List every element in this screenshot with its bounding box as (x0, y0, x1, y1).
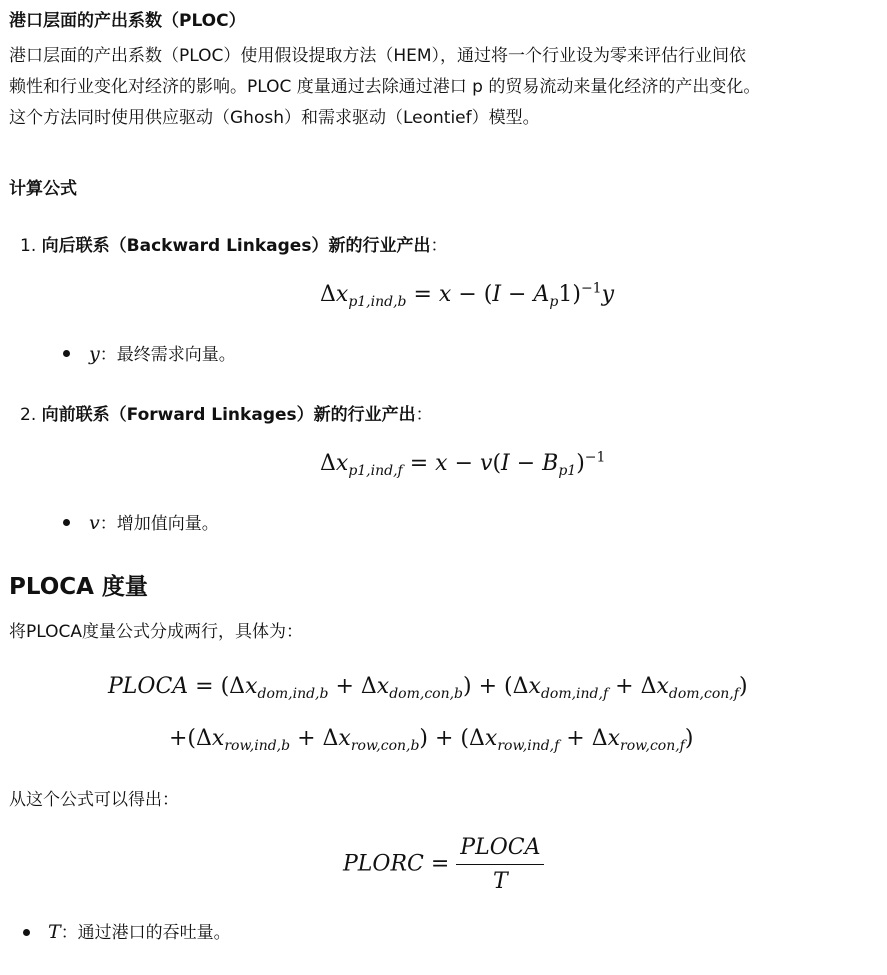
list-colon: ： (415, 405, 433, 425)
equation-ploca-line2: $+(\Delta x_{row,ind,b} + \Delta x_{row,con,b}) + (\Delta x_{row,ind,f} + \Delta x_{row,con,f})$ (169, 726, 694, 754)
formula-heading: 计算公式 (9, 179, 77, 199)
bullet-dot (63, 519, 70, 526)
variable-v: v (89, 512, 100, 534)
list-item-label: 向后联系（Backward Linkages）新的行业产出 (41, 236, 431, 256)
variable-y: y (89, 343, 100, 365)
list-colon: ： (430, 236, 448, 256)
intro-paragraph (9, 41, 887, 134)
bullet-text: ：增加值向量。 (99, 514, 219, 534)
ploca-intro: 将PLOCA度量公式分成两行，具体为： (9, 622, 303, 642)
bullet-value-added (89, 509, 219, 534)
bullet-dot (63, 350, 70, 357)
derive-text: 从这个公式可以得出： (9, 790, 179, 810)
ploca-heading: PLOCA 度量 (9, 574, 148, 600)
page-title: 港口层面的产出系数（PLOC） (9, 11, 246, 31)
bullet-dot (23, 929, 30, 936)
list-item-label: 向前联系（Forward Linkages）新的行业产出 (41, 405, 416, 425)
list-item-forward (20, 400, 433, 425)
list-item-backward (20, 231, 447, 256)
list-number: 2. (20, 405, 37, 425)
bullet-throughput (48, 918, 231, 943)
fraction: $\frac{\text{PLOCA}}{T}$ (456, 835, 544, 894)
bullet-final-demand (89, 340, 236, 365)
list-number: 1. (20, 236, 37, 256)
variable-t: T (48, 921, 61, 943)
bullet-text: ：通过港口的吞吐量。 (60, 923, 231, 943)
intro-line-2: 赖性和行业变化对经济的影响。PLOC 度量通过去除通过港口 p 的贸易流动来量化经济的产出变化。 (9, 77, 761, 97)
equation-plorc: PLORC = $\frac{\text{PLOCA}}{T}$ (343, 835, 544, 894)
equation-ploca-line1: PLOCA = $(\Delta x_{dom,ind,b} + \Delta x_{dom,con,b}) + (\Delta x_{dom,ind,f} + \Delta x_{dom,con,f})$ (108, 674, 748, 702)
intro-line-1: 港口层面的产出系数（PLOC）使用假设提取方法（HEM），通过将一个行业设为零来评估行业间依 (9, 46, 747, 66)
equation-forward: $\Delta x_{p1,ind,f} = x - v(I - B_{p1})^{-1}$ (320, 449, 606, 479)
equation-backward: $\Delta x_{p1,ind,b} = x - (I - A_p1)^{-1}y$ (320, 280, 615, 310)
intro-line-3: 这个方法同时使用供应驱动（Ghosh）和需求驱动（Leontief）模型。 (9, 108, 540, 128)
bullet-text: ：最终需求向量。 (99, 345, 236, 365)
